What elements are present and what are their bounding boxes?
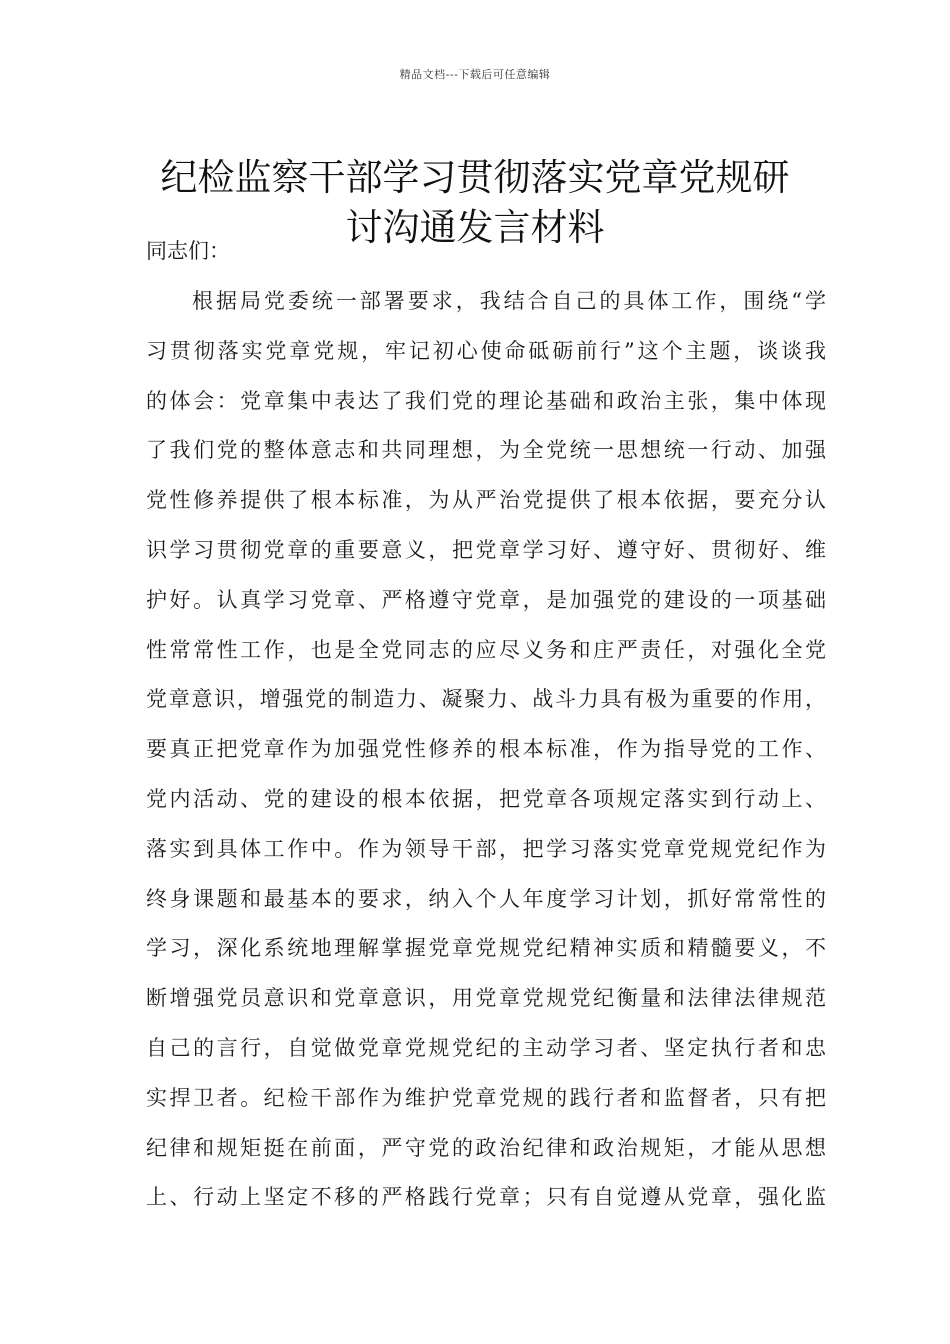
greeting: 同志们：: [146, 239, 230, 263]
body-line: 的体会：党章集中表达了我们党的理论基础和政治主张，集中体现: [146, 388, 826, 413]
body-line: 纪律和规矩挺在前面，严守党的政治纪律和政治规矩，才能从思想: [146, 1135, 826, 1160]
document-title: [140, 153, 810, 253]
body-line: 护好。认真学习党章、严格遵守党章，是加强党的建设的一项基础: [146, 587, 826, 612]
body-line: 学习，深化系统地理解掌握党章党规党纪精神实质和精髓要义，不: [146, 936, 826, 961]
body-line: 根据局党委统一部署要求，我结合自己的具体工作，围绕“学: [192, 289, 826, 313]
body-line: 了我们党的整体意志和共同理想，为全党统一思想统一行动、加强: [146, 438, 826, 463]
body-line: 性常常性工作，也是全党同志的应尽义务和庄严责任，对强化全党: [146, 637, 826, 662]
body-text: [146, 283, 826, 1229]
body-line: 上、行动上坚定不移的严格践行党章；只有自觉遵从党章，强化监: [146, 1185, 826, 1210]
body-line: 党内活动、党的建设的根本依据，把党章各项规定落实到行动上、: [146, 786, 826, 811]
body-line: 实捍卫者。纪检干部作为维护党章党规的践行者和监督者，只有把: [146, 1085, 826, 1110]
title-line-1: 纪检监察干部学习贯彻落实党章党规研: [160, 155, 790, 199]
body-line: 落实到具体工作中。作为领导干部，把学习落实党章党规党纪作为: [146, 836, 826, 861]
body-line: 断增强党员意识和党章意识，用党章党规党纪衡量和法律法律规范: [146, 986, 826, 1011]
body-line: 自己的言行，自觉做党章党规党纪的主动学习者、坚定执行者和忠: [146, 1035, 826, 1060]
body-line: 要真正把党章作为加强党性修养的根本标准，作为指导党的工作、: [146, 737, 826, 762]
body-line: 党性修养提供了根本标准，为从严治党提供了根本依据，要充分认: [146, 488, 826, 513]
title-line-2: 讨沟通发言材料: [345, 205, 605, 249]
header-note: 精品文档---下载后可任意编辑: [399, 68, 551, 81]
body-line: 识学习贯彻党章的重要意义，把党章学习好、遵守好、贯彻好、维: [146, 537, 826, 562]
body-line: 终身课题和最基本的要求，纳入个人年度学习计划，抓好常常性的: [146, 886, 826, 911]
body-line: 习贯彻落实党章党规，牢记初心使命砥砺前行”这个主题，谈谈我: [146, 338, 826, 363]
body-line: 党章意识，增强党的制造力、凝聚力、战斗力具有极为重要的作用，: [146, 687, 826, 712]
